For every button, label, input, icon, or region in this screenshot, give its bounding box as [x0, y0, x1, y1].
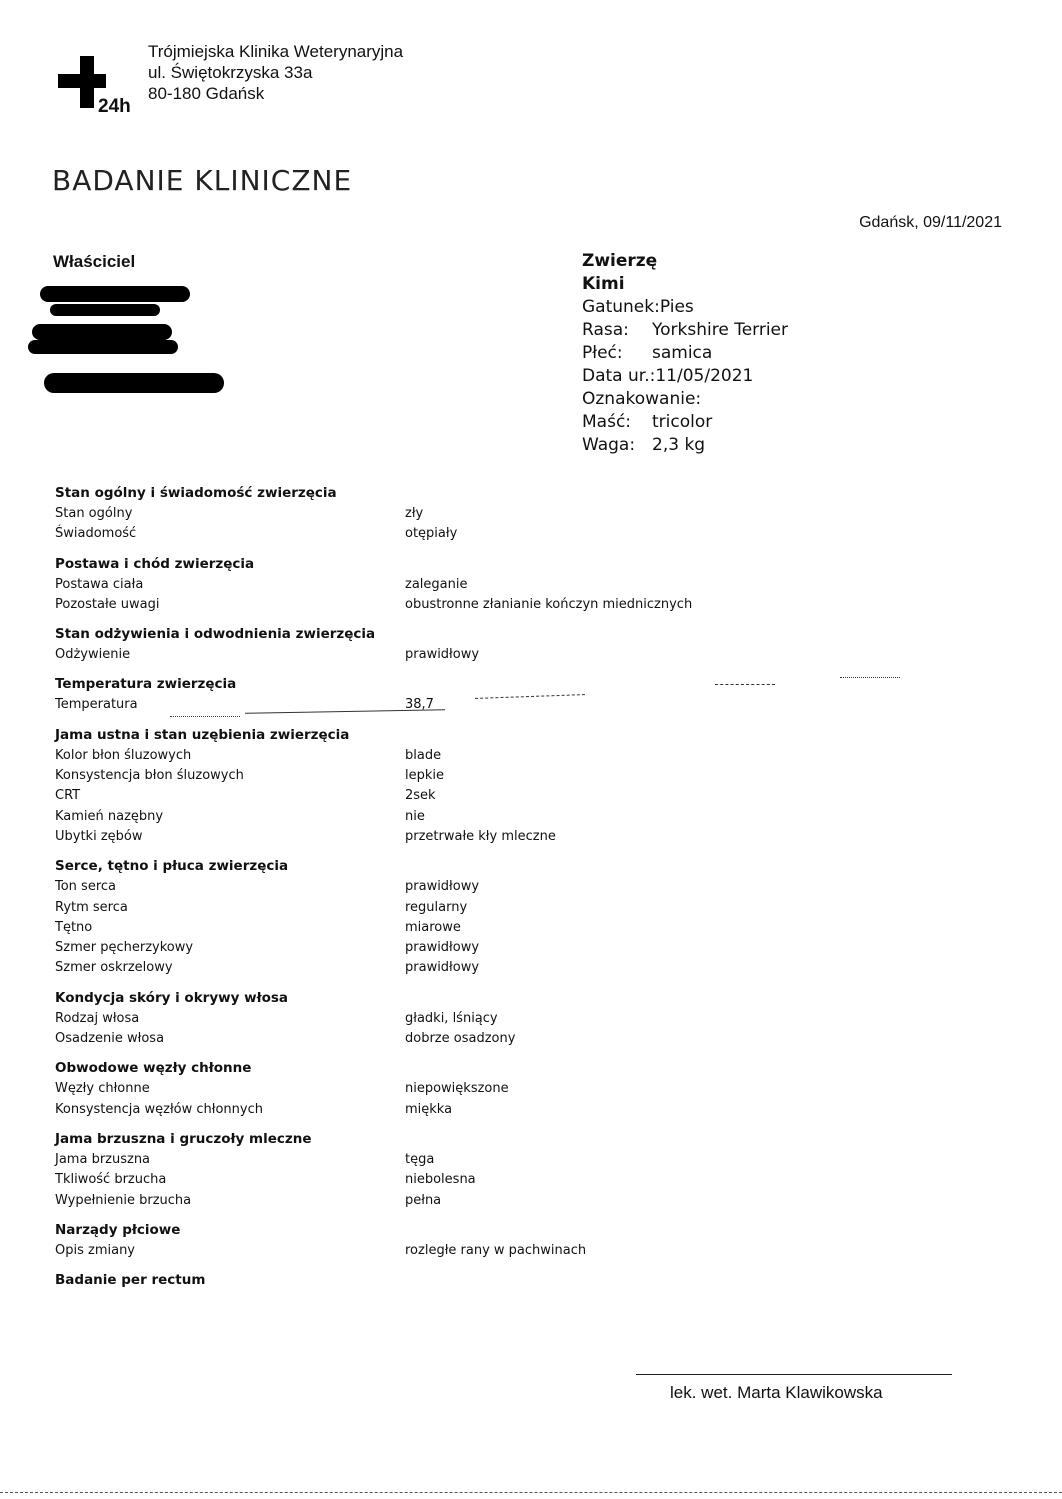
exam-section	[55, 483, 775, 545]
clinic-name: Trójmiejska Klinika Weterynaryjna	[148, 42, 404, 61]
exam-row-value: pełna	[405, 1192, 442, 1208]
section-title: Postawa i chód zwierzęcia	[55, 555, 255, 572]
exam-row-value: przetrwałe kły mleczne	[405, 828, 556, 844]
exam-row	[55, 766, 775, 786]
animal-field-value: Pies	[659, 297, 694, 317]
animal-field-row	[582, 342, 788, 365]
signature-line	[636, 1374, 952, 1375]
exam-row	[55, 1079, 775, 1099]
redaction-bar	[44, 373, 224, 393]
exam-row	[55, 1150, 775, 1170]
exam-row-label: Opis zmiany	[55, 1242, 135, 1258]
exam-row-value: zaleganie	[405, 576, 468, 592]
document-date: Gdańsk, 09/11/2021	[859, 214, 1002, 231]
animal-field-label: Maść:	[582, 412, 632, 432]
animal-fields	[582, 296, 788, 457]
animal-field-row	[582, 388, 788, 411]
exam-row-label: Rytm serca	[55, 899, 128, 915]
animal-field-value: tricolor	[652, 412, 713, 432]
exam-row-value: lepkie	[405, 768, 444, 784]
exam-row	[55, 807, 775, 827]
exam-row-label: Tętno	[55, 919, 93, 935]
exam-section	[55, 988, 775, 1050]
exam-row-value: nie	[405, 808, 425, 824]
exam-sections	[55, 483, 775, 1300]
animal-field-label: Waga:	[582, 435, 636, 455]
exam-section	[55, 856, 775, 978]
exam-section	[55, 554, 775, 616]
exam-row	[55, 958, 775, 978]
exam-section	[55, 1129, 775, 1211]
exam-row-value: blade	[405, 747, 442, 763]
exam-row	[55, 877, 775, 897]
section-title: Narządy płciowe	[55, 1221, 181, 1238]
exam-row	[55, 898, 775, 918]
exam-row	[55, 595, 775, 615]
animal-heading: Zwierzę	[582, 251, 658, 271]
exam-row-value: dobrze osadzony	[405, 1031, 516, 1047]
exam-row-label: Kamień nazębny	[55, 808, 164, 824]
exam-row-value: prawidłowy	[405, 960, 480, 976]
exam-row	[55, 645, 775, 665]
scan-artifact	[170, 716, 240, 717]
exam-row-label: Rodzaj włosa	[55, 1010, 140, 1026]
scan-artifact	[0, 1492, 1062, 1493]
exam-row-label: Jama brzuszna	[55, 1151, 151, 1167]
animal-field-row	[582, 319, 788, 342]
redaction-bar	[32, 324, 172, 340]
redaction-bar	[28, 340, 178, 354]
exam-row-value: regularny	[405, 899, 468, 915]
exam-row-value: prawidłowy	[405, 879, 480, 895]
exam-row-value: miarowe	[405, 919, 461, 935]
section-title: Stan odżywienia i odwodnienia zwierzęcia	[55, 626, 376, 643]
exam-row	[55, 918, 775, 938]
exam-row	[55, 746, 775, 766]
document-title: BADANIE KLINICZNE	[52, 164, 353, 197]
exam-section	[55, 1058, 775, 1120]
section-title: Temperatura zwierzęcia	[55, 676, 237, 693]
section-title: Kondycja skóry i okrywy włosa	[55, 989, 289, 1006]
exam-row-label: Stan ogólny	[55, 506, 133, 521]
animal-info	[582, 250, 788, 457]
exam-row	[55, 1100, 775, 1120]
exam-row	[55, 786, 775, 806]
exam-row-value: zły	[405, 506, 424, 521]
exam-row-label: Tkliwość brzucha	[55, 1172, 167, 1188]
exam-row-value: miękka	[405, 1101, 453, 1117]
exam-row-value: otępiały	[405, 526, 458, 542]
section-title: Obwodowe węzły chłonne	[55, 1060, 252, 1077]
exam-row	[55, 938, 775, 958]
exam-row-label: Ton serca	[55, 879, 117, 895]
exam-row	[55, 1029, 775, 1049]
exam-row-value: 2sek	[405, 788, 436, 804]
clinic-city: 80-180 Gdańsk	[148, 84, 265, 103]
exam-row	[55, 827, 775, 847]
section-title: Jama ustna i stan uzębienia zwierzęcia	[55, 726, 350, 743]
exam-row-value: niepowiększone	[405, 1081, 509, 1097]
exam-row-label: Szmer oskrzelowy	[55, 960, 173, 976]
exam-row-label: Konsystencja węzłów chłonnych	[55, 1101, 263, 1117]
exam-row-value: 38,7	[405, 697, 434, 713]
exam-row-value: rozległe rany w pachwinach	[405, 1242, 587, 1258]
animal-field-label: Oznakowanie:	[582, 389, 702, 409]
exam-row	[55, 504, 775, 524]
exam-row-label: Kolor błon śluzowych	[55, 747, 192, 763]
animal-field-row	[582, 296, 788, 319]
exam-row	[55, 1170, 775, 1190]
clinic-street: ul. Świętokrzyska 33a	[148, 63, 313, 82]
exam-section	[55, 725, 775, 847]
exam-row-label: Osadzenie włosa	[55, 1031, 165, 1047]
section-title: Serce, tętno i płuca zwierzęcia	[55, 858, 289, 875]
exam-row-value: obustronne złanianie kończyn miednicznych	[405, 596, 693, 612]
animal-field-label: Gatunek:	[582, 297, 660, 317]
exam-row-label: Ubytki zębów	[55, 828, 143, 844]
exam-row	[55, 1241, 775, 1261]
exam-row	[55, 695, 775, 715]
animal-field-label: Płeć:	[582, 343, 623, 363]
exam-row	[55, 575, 775, 595]
exam-row-value: prawidłowy	[405, 647, 480, 663]
exam-section	[55, 1270, 775, 1291]
section-title: Jama brzuszna i gruczoły mleczne	[55, 1130, 312, 1147]
exam-row	[55, 1191, 775, 1211]
signature-name: lek. wet. Marta Klawikowska	[670, 1383, 883, 1402]
exam-row-label: Pozostałe uwagi	[55, 596, 160, 612]
logo-24h-label: 24h	[98, 96, 131, 117]
exam-row-value: tęga	[405, 1151, 435, 1167]
section-title: Stan ogólny i świadomość zwierzęcia	[55, 485, 337, 501]
exam-row	[55, 1009, 775, 1029]
section-title: Badanie per rectum	[55, 1272, 206, 1289]
exam-row-label: CRT	[55, 788, 81, 804]
animal-field-row	[582, 365, 788, 388]
animal-field-value: samica	[652, 343, 713, 363]
exam-row-value: gładki, lśniący	[405, 1010, 498, 1026]
exam-row-label: Konsystencja błon śluzowych	[55, 768, 244, 784]
owner-heading: Właściciel	[53, 252, 136, 271]
animal-field-label: Rasa:	[582, 320, 629, 340]
exam-row-label: Świadomość	[55, 526, 137, 542]
exam-row-label: Węzły chłonne	[55, 1081, 150, 1097]
exam-row-label: Szmer pęcherzykowy	[55, 940, 194, 956]
redaction-bar	[50, 304, 160, 316]
exam-row	[55, 524, 775, 544]
animal-field-value: 2,3 kg	[652, 435, 706, 455]
clinic-logo	[56, 52, 136, 122]
exam-row-value: prawidłowy	[405, 940, 480, 956]
exam-row-label: Odżywienie	[55, 647, 131, 663]
animal-field-value: 11/05/2021	[655, 366, 754, 386]
animal-field-row	[582, 434, 788, 457]
exam-section	[55, 1220, 775, 1261]
animal-field-value: Yorkshire Terrier	[652, 320, 788, 340]
scan-artifact	[840, 677, 900, 678]
animal-field-row	[582, 411, 788, 434]
animal-name: Kimi	[582, 274, 625, 294]
exam-row-label: Wypełnienie brzucha	[55, 1192, 192, 1208]
exam-row-label: Temperatura	[55, 697, 138, 713]
exam-row-value: niebolesna	[405, 1172, 476, 1188]
exam-row-label: Postawa ciała	[55, 576, 144, 592]
exam-section	[55, 624, 775, 665]
redaction-bar	[40, 286, 190, 302]
animal-field-label: Data ur.:	[582, 366, 656, 386]
scan-artifact	[715, 684, 775, 685]
